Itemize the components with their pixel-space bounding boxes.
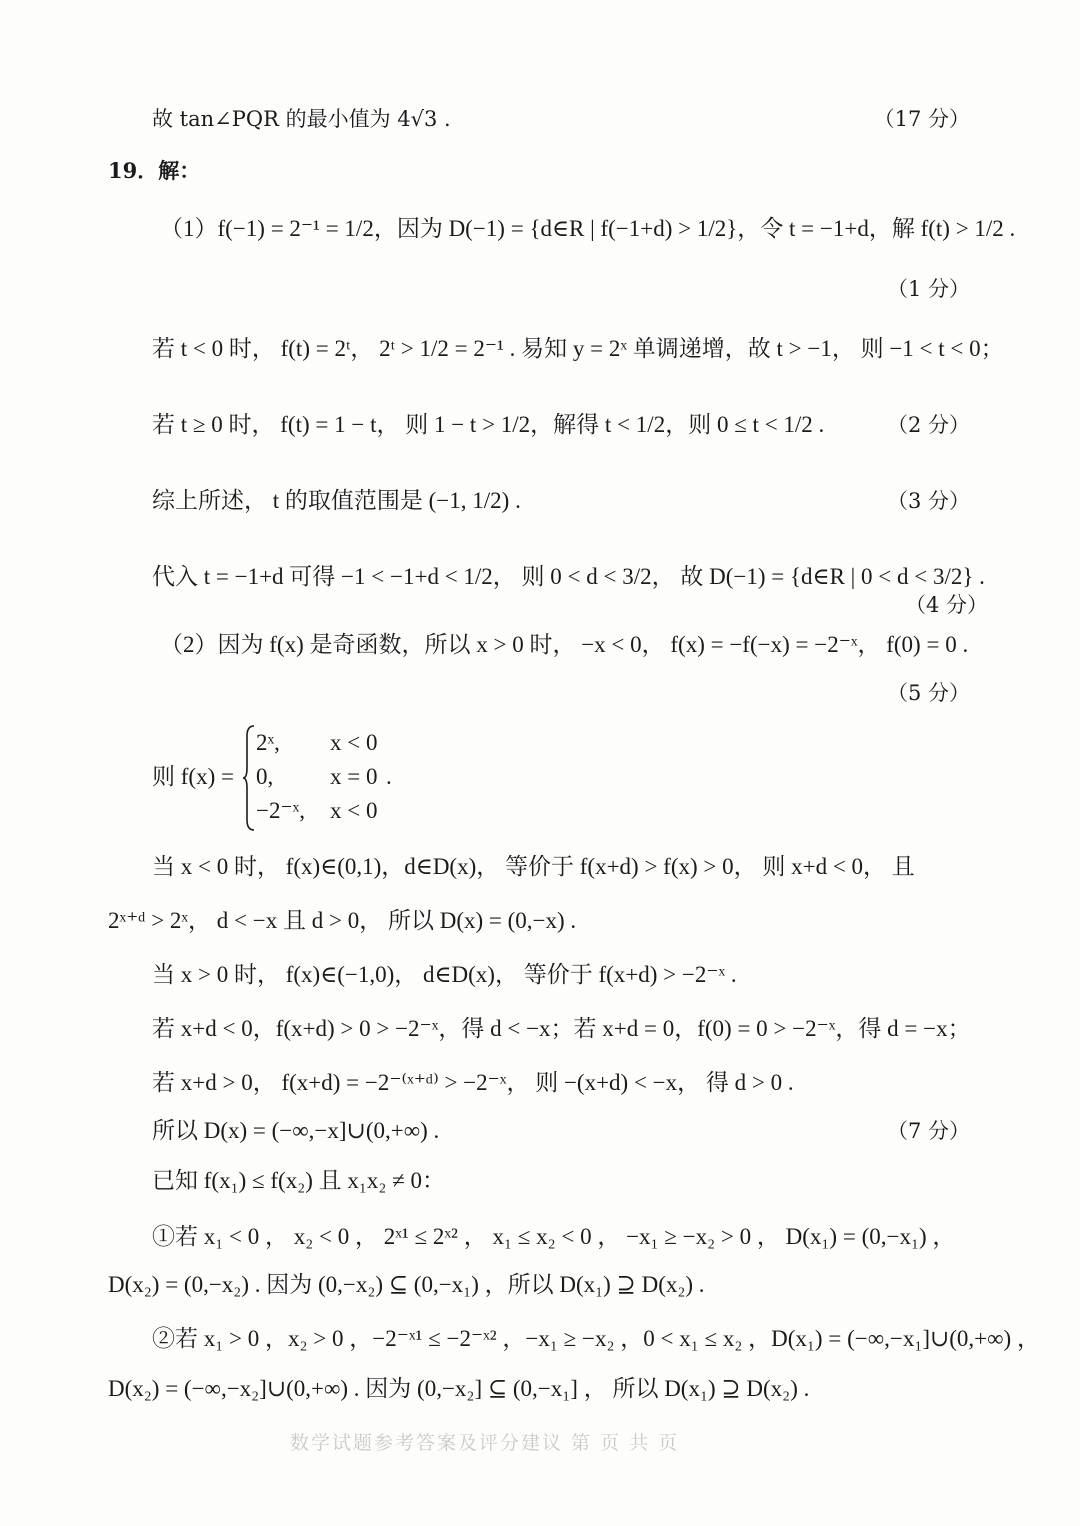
- case2-conclusion-line: D(x₂) = (−∞,−x₂]∪(0,+∞) . 因为 (0,−x₂] ⊆ (0,−x₁] ， 所以 D(x₁) ⊇ D(x₂) .: [108, 1376, 810, 1401]
- page-footer: 数学试题参考答案及评分建议 第 页 共 页: [290, 1432, 680, 1454]
- piecewise-prefix: 则 f(x) =: [152, 764, 234, 789]
- d-range-line: 代入 t = −1+d 可得 −1 < −1+d < 1/2， 则 0 < d < 3/2， 故 D(−1) = {d∈R | 0 < d < 3/2} .: [152, 564, 985, 589]
- d-set-result-line: 所以 D(x) = (−∞,−x]∪(0,+∞) .: [152, 1118, 440, 1143]
- piecewise-cond: x < 0: [330, 798, 378, 823]
- piecewise-cond: x = 0: [330, 764, 378, 789]
- given-condition-line: 已知 f(x₁) ≤ f(x₂) 且 x₁x₂ ≠ 0：: [152, 1168, 446, 1193]
- piecewise-period: .: [386, 764, 392, 789]
- score-mark: （1 分）: [886, 277, 970, 301]
- piecewise-cond-column: [330, 726, 377, 828]
- case-x-positive-line: 当 x > 0 时， f(x)∈(−1,0)， d∈D(x)， 等价于 f(x+d) > −2⁻ˣ .: [152, 962, 737, 987]
- subcase-line: 若 x+d < 0，f(x+d) > 0 > −2⁻ˣ，得 d < −x；若 x+d = 0，f(0) = 0 > −2⁻ˣ，得 d = −x；: [152, 1016, 971, 1041]
- score-mark: （17 分）: [873, 107, 970, 131]
- score-mark: （3 分）: [886, 489, 970, 513]
- subcase-line: 若 x+d > 0， f(x+d) = −2⁻⁽ˣ⁺ᵈ⁾ > −2⁻ˣ， 则 −(x+d) < −x， 得 d > 0 .: [152, 1070, 794, 1095]
- piecewise-expr: −2⁻ˣ,: [256, 798, 306, 823]
- problem-heading: 19．解：: [108, 158, 201, 183]
- score-mark: （2 分）: [886, 413, 970, 437]
- t-range-summary-line: 综上所述， t 的取值范围是 (−1, 1/2) .: [152, 488, 521, 513]
- score-mark: （4 分）: [904, 593, 988, 617]
- part1-intro-line: （1）f(−1) = 2⁻¹ = 1/2，因为 D(−1) = {d∈R | f(−1+d) > 1/2}，令 t = −1+d，解 f(t) > 1/2 .: [160, 216, 1016, 241]
- case-x-negative-line: 当 x < 0 时， f(x)∈(0,1)，d∈D(x)， 等价于 f(x+d) > f(x) > 0， 则 x+d < 0， 且: [152, 854, 915, 879]
- score-mark: （7 分）: [886, 1119, 970, 1143]
- case1-conclusion-line: D(x₂) = (0,−x₂) . 因为 (0,−x₂) ⊆ (0,−x₁) ，所以 D(x₁) ⊇ D(x₂) .: [108, 1272, 705, 1297]
- part2-intro-line: （2）因为 f(x) 是奇函数，所以 x > 0 时， −x < 0， f(x) = −f(−x) = −2⁻ˣ， f(0) = 0 .: [160, 632, 969, 657]
- piecewise-brace: [242, 724, 256, 832]
- piecewise-expr-column: [256, 726, 305, 828]
- case2-line: ②若 x₁ > 0 ，x₂ > 0 ，−2⁻ˣ¹ ≤ −2⁻ˣ² ，−x₁ ≥ −x₂ ，0 < x₁ ≤ x₂ ，D(x₁) = (−∞,−x₁]∪(0,+∞) ，: [152, 1326, 1040, 1351]
- piecewise-expr: 2ˣ,: [256, 730, 280, 755]
- case-t-nonnegative-line: 若 t ≥ 0 时， f(t) = 1 − t， 则 1 − t > 1/2，解得 t < 1/2，则 0 ≤ t < 1/2 .: [152, 412, 825, 437]
- solution-conclusion-line: 故 tan∠PQR 的最小值为 4√3 .: [152, 107, 451, 131]
- case1-line: ①若 x₁ < 0 ， x₂ < 0 ， 2ˣ¹ ≤ 2ˣ² ， x₁ ≤ x₂ < 0 ， −x₁ ≥ −x₂ > 0 ， D(x₁) = (0,−x₁) ，: [152, 1224, 956, 1249]
- case-x-negative-result-line: 2ˣ⁺ᵈ > 2ˣ， d < −x 且 d > 0， 所以 D(x) = (0,−x) .: [108, 908, 577, 933]
- piecewise-cond: x < 0: [330, 730, 378, 755]
- case-t-negative-line: 若 t < 0 时， f(t) = 2ᵗ， 2ᵗ > 1/2 = 2⁻¹ . 易知 y = 2ˣ 单调递增，故 t > −1， 则 −1 < t < 0；: [152, 336, 1004, 361]
- piecewise-expr: 0,: [256, 764, 274, 789]
- score-mark: （5 分）: [886, 681, 970, 705]
